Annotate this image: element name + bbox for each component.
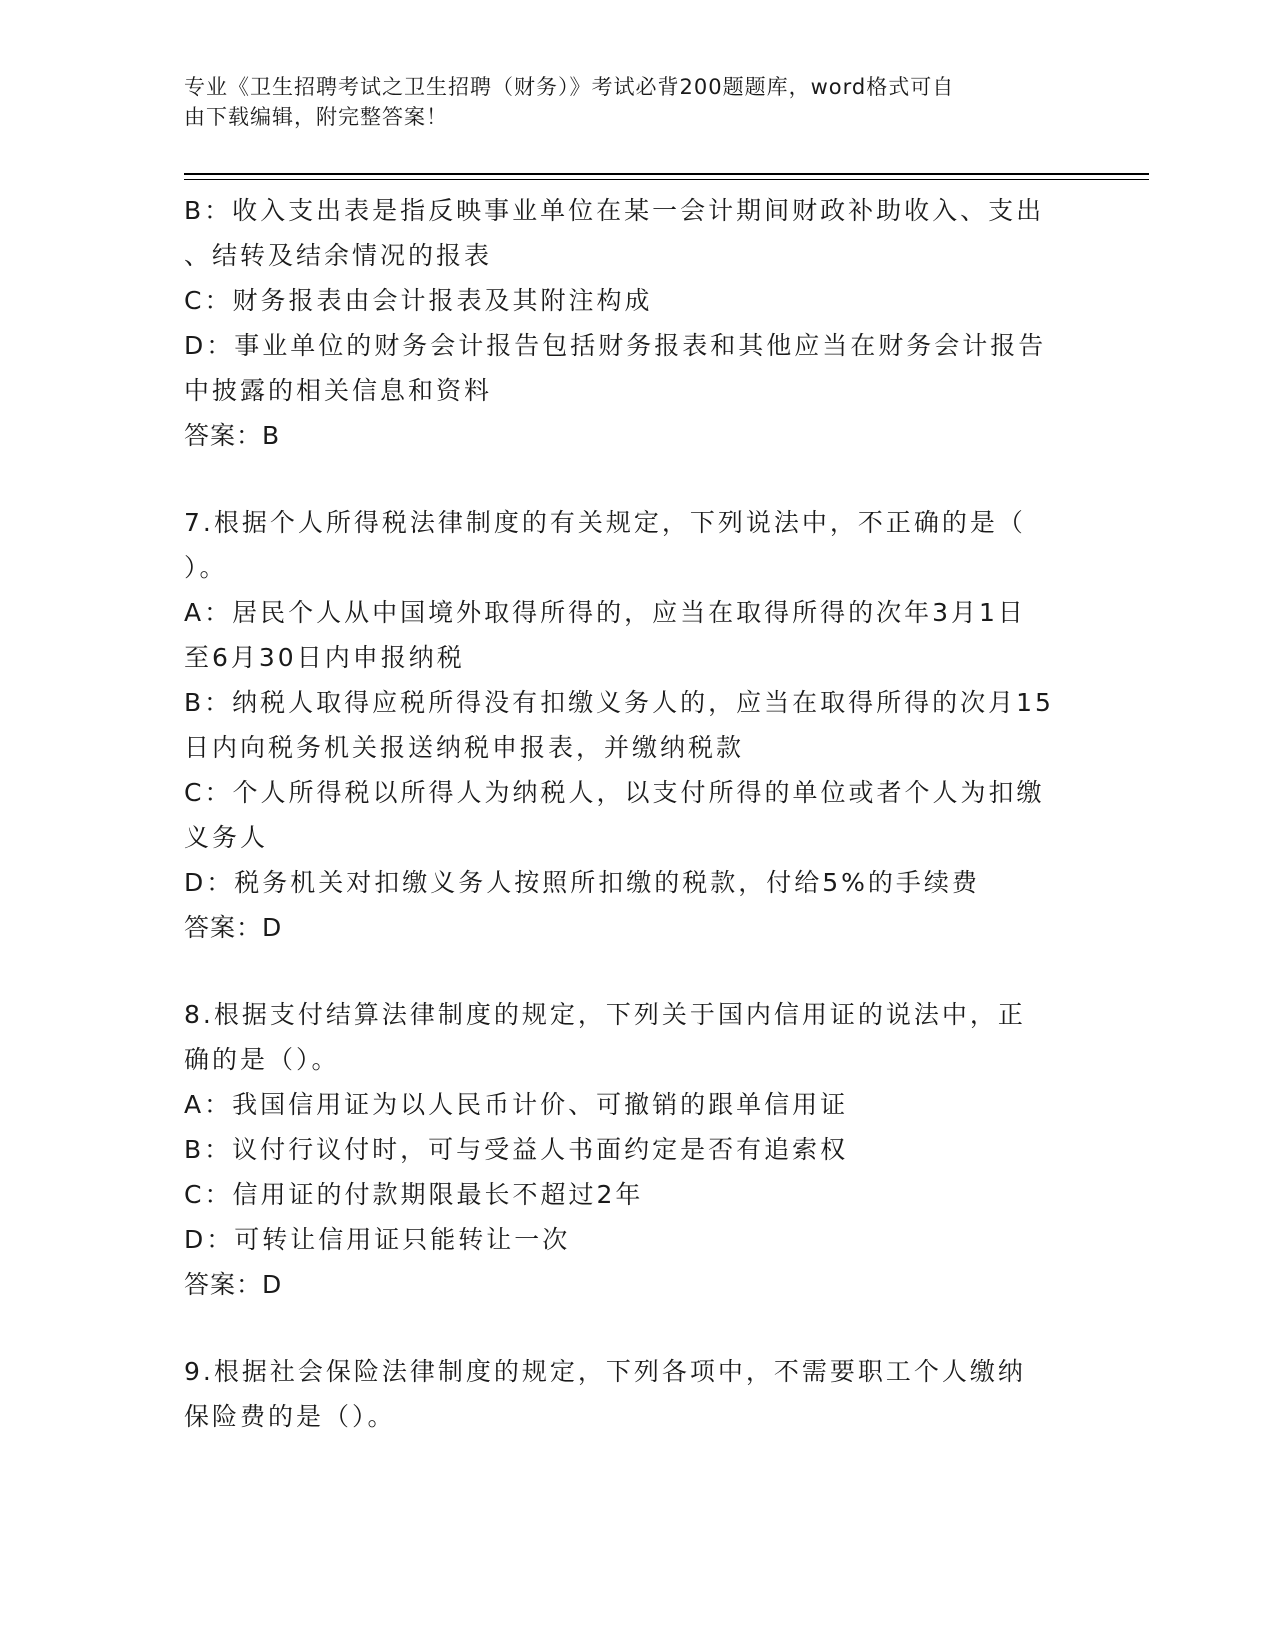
q6-option-b-line-2: 、结转及结余情况的报表 <box>184 241 493 270</box>
q6-option-d-line-1: D：事业单位的财务会计报告包括财务报表和其他应当在财务会计报告 <box>184 331 1047 360</box>
page-header <box>184 72 1064 132</box>
q8-answer: 答案：D <box>184 1270 283 1299</box>
q7-option-a-line-1: A：居民个人从中国境外取得所得的，应当在取得所得的次年3月1日 <box>184 598 1026 627</box>
q9-stem-line-1: 9.根据社会保险法律制度的规定，下列各项中，不需要职工个人缴纳 <box>184 1357 1026 1386</box>
q7-option-c-line-1: C：个人所得税以所得人为纳税人，以支付所得的单位或者个人为扣缴 <box>184 778 1045 807</box>
q6-option-c: C：财务报表由会计报表及其附注构成 <box>184 286 653 315</box>
q7-option-b-line-2: 日内向税务机关报送纳税申报表，并缴纳税款 <box>184 733 745 762</box>
q8-stem-line-2: 确的是（）。 <box>184 1045 340 1074</box>
header-divider-thin <box>184 179 1149 180</box>
document-body <box>184 188 1084 1439</box>
header-divider-thick <box>184 173 1149 175</box>
q8-stem-line-1: 8.根据支付结算法律制度的规定，下列关于国内信用证的说法中，正 <box>184 1000 1026 1029</box>
q7-stem-line-2: ）。 <box>184 553 228 582</box>
q7-answer: 答案：D <box>184 913 283 942</box>
header-title-line-2: 由下载编辑，附完整答案！ <box>184 105 448 129</box>
question-7 <box>184 500 1084 950</box>
question-8 <box>184 992 1084 1307</box>
q7-stem-line-1: 7.根据个人所得税法律制度的有关规定，下列说法中，不正确的是（ <box>184 508 1026 537</box>
q9-stem-line-2: 保险费的是（）。 <box>184 1402 396 1431</box>
q6-option-d-line-2: 中披露的相关信息和资料 <box>184 376 493 405</box>
q8-option-a: A：我国信用证为以人民币计价、可撤销的跟单信用证 <box>184 1090 849 1119</box>
question-9 <box>184 1349 1084 1439</box>
q6-answer: 答案：B <box>184 421 281 450</box>
q7-option-a-line-2: 至6月30日内申报纳税 <box>184 643 465 672</box>
q7-option-d: D：税务机关对扣缴义务人按照所扣缴的税款，付给5%的手续费 <box>184 868 980 897</box>
q8-option-d: D：可转让信用证只能转让一次 <box>184 1225 571 1254</box>
q6-option-b-line-1: B：收入支出表是指反映事业单位在某一会计期间财政补助收入、支出 <box>184 196 1045 225</box>
header-title-line-1: 专业《卫生招聘考试之卫生招聘（财务）》考试必背200题题库，word格式可自 <box>184 75 955 99</box>
q8-option-c: C：信用证的付款期限最长不超过2年 <box>184 1180 644 1209</box>
q8-option-b: B：议付行议付时，可与受益人书面约定是否有追索权 <box>184 1135 849 1164</box>
q7-option-c-line-2: 义务人 <box>184 823 269 852</box>
q7-option-b-line-1: B：纳税人取得应税所得没有扣缴义务人的，应当在取得所得的次月15 <box>184 688 1054 717</box>
question-6 <box>184 188 1084 458</box>
